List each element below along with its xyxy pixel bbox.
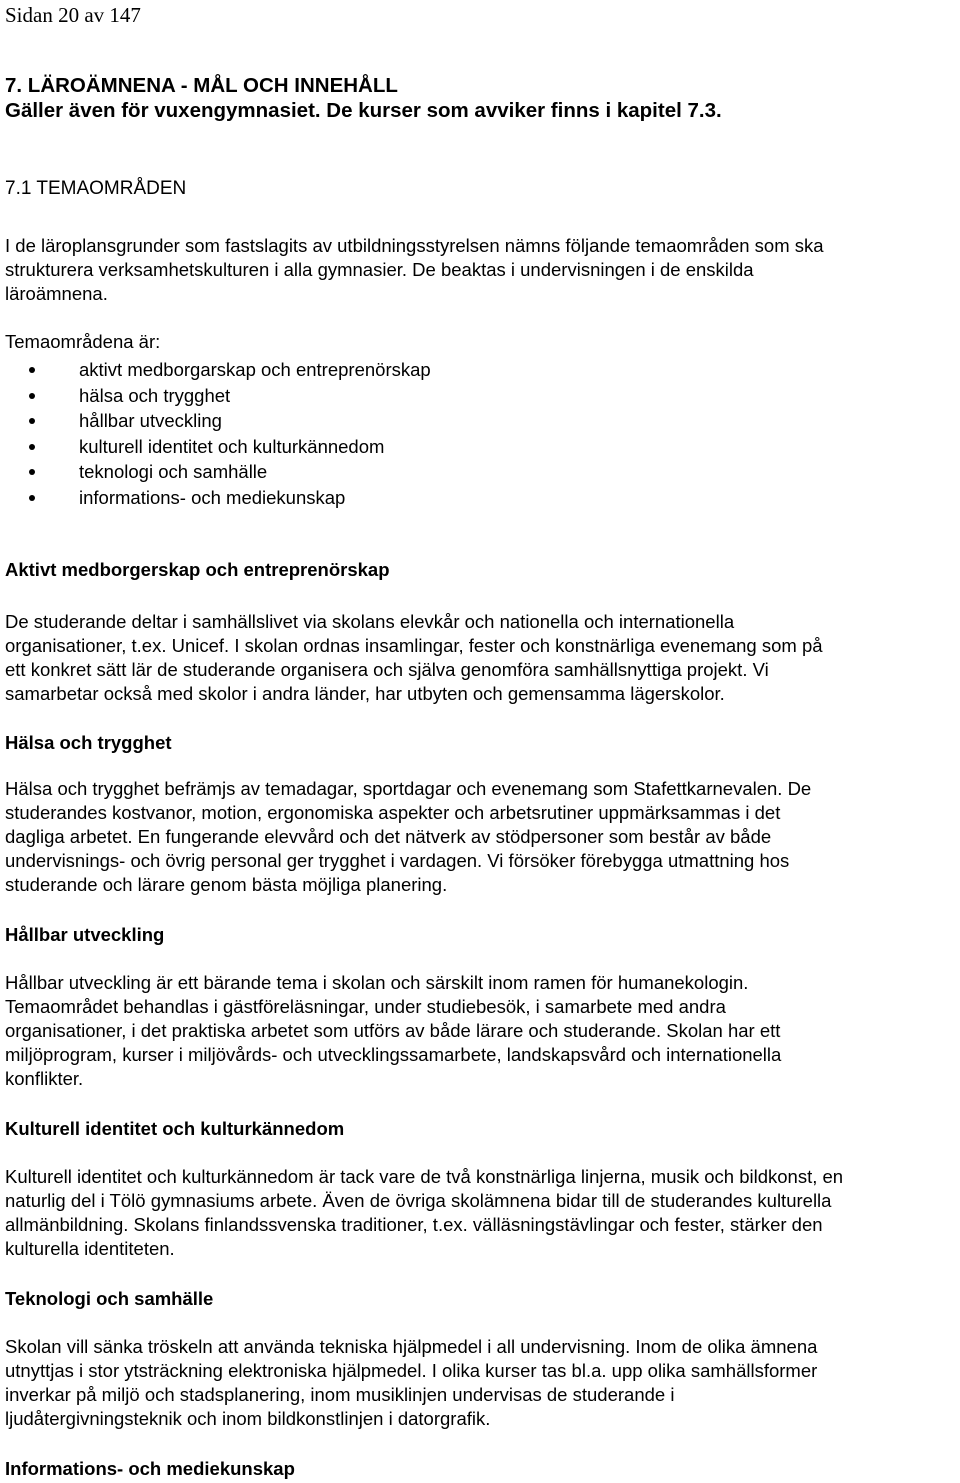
subsection-heading-hallbar: Hållbar utveckling bbox=[5, 924, 165, 945]
intro-line: I de läroplansgrunder som fastslagits av utbildningsstyrelsen nämns följande temaområden som ska bbox=[5, 235, 824, 256]
theme-list-item bbox=[5, 434, 431, 460]
body-line: Skolan vill sänka tröskeln att använda tekniska hjälpmedel i all undervisning. Inom de olika ämnena bbox=[5, 1336, 818, 1357]
theme-list-item bbox=[5, 357, 431, 383]
body-line: ett konkret sätt lär de studerande organisera och själva genomföra samhällsnyttiga projekt. Vi bbox=[5, 659, 769, 680]
theme-list-item bbox=[5, 485, 431, 511]
body-line: kulturella identiteten. bbox=[5, 1238, 175, 1259]
themes-heading: Temaområdena är: bbox=[5, 331, 161, 352]
intro-line: strukturera verksamhetskulturen i alla gymnasier. De beaktas i undervisningen i de enskilda bbox=[5, 259, 754, 280]
chapter-title bbox=[5, 73, 722, 123]
section-title: 7.1 TEMAOMRÅDEN bbox=[5, 178, 187, 199]
subsection-heading-media: Informations- och mediekunskap bbox=[5, 1458, 295, 1479]
body-line: dagliga arbetet. En fungerande elevvård och det nätverk av stödpersoner som består av både bbox=[5, 826, 772, 847]
body-line: konflikter. bbox=[5, 1068, 84, 1089]
subsection-heading-medborgerskap: Aktivt medborgerskap och entreprenörskap bbox=[5, 559, 390, 580]
body-line: inverkar på miljö och stadsplanering, inom musiklinjen undervisas de studerande i bbox=[5, 1384, 675, 1405]
theme-label: aktivt medborgarskap och entreprenörskap bbox=[79, 359, 431, 380]
bullet-icon bbox=[29, 418, 35, 424]
body-line: allmänbildning. Skolans finlandssvenska traditioner, t.ex. välläsningstävlingar och fester, stärker den bbox=[5, 1214, 823, 1235]
body-line: utnyttjas i stor ytsträckning elektroniska hjälpmedel. I olika kurser tas bl.a. upp olika samhällsformer bbox=[5, 1360, 818, 1381]
section-intro bbox=[5, 234, 960, 306]
bullet-icon bbox=[29, 393, 35, 399]
body-line: organisationer, i det praktiska arbetet som utförs av både lärare och studerande. Skolan har ett bbox=[5, 1020, 781, 1041]
theme-label: hållbar utveckling bbox=[79, 410, 222, 431]
chapter-subtitle-line: Gäller även för vuxengymnasiet. De kurser som avviker finns i kapitel 7.3. bbox=[5, 99, 722, 122]
body-line: De studerande deltar i samhällslivet via skolans elevkår och nationella och internationella bbox=[5, 611, 735, 632]
subsection-body-teknologi bbox=[5, 1335, 960, 1431]
bullet-icon bbox=[29, 495, 35, 501]
subsection-body-medborgerskap bbox=[5, 610, 960, 706]
bullet-icon bbox=[29, 444, 35, 450]
body-line: Temaområdet behandlas i gästföreläsningar, under studiebesök, i samarbete med andra bbox=[5, 996, 726, 1017]
subsection-heading-teknologi: Teknologi och samhälle bbox=[5, 1288, 214, 1309]
body-line: samarbetar också med skolor i andra länder, har utbyten och gemensamma lägerskolor. bbox=[5, 683, 725, 704]
body-line: undervisnings- och övrig personal ger trygghet i vardagen. Vi försöker förebygga utmattning hos bbox=[5, 850, 790, 871]
body-line: studerande och lärare genom bästa möjliga planering. bbox=[5, 874, 448, 895]
subsection-heading-halsa: Hälsa och trygghet bbox=[5, 732, 172, 753]
theme-label: informations- och mediekunskap bbox=[79, 486, 346, 508]
page-number: Sidan 20 av 147 bbox=[5, 3, 141, 27]
bullet-icon bbox=[29, 367, 35, 373]
body-line: miljöprogram, kurser i miljövårds- och utvecklingssamarbete, landskapsvård och internationella bbox=[5, 1044, 782, 1065]
body-line: Kulturell identitet och kulturkännedom är tack vare de två konstnärliga linjerna, musik och bildkonst, en bbox=[5, 1166, 844, 1187]
body-line: studerandes kostvanor, motion, ergonomiska aspekter och arbetsrutiner uppmärksammas i det bbox=[5, 802, 781, 823]
subsection-body-hallbar bbox=[5, 971, 960, 1091]
subsection-body-halsa bbox=[5, 777, 960, 897]
intro-line: läroämnena. bbox=[5, 283, 108, 304]
body-line: organisationer, t.ex. Unicef. I skolan ordnas insamlingar, fester och konstnärliga evenemang som på bbox=[5, 635, 823, 656]
body-line: ljudåtergivningsteknik och inom bildkonstlinjen i datorgrafik. bbox=[5, 1408, 491, 1429]
theme-list bbox=[5, 357, 431, 510]
bullet-icon bbox=[29, 469, 35, 475]
chapter-title-line: 7. LÄROÄMNENA - MÅL OCH INNEHÅLL bbox=[5, 74, 398, 97]
body-line: Hälsa och trygghet befrämjs av temadagar, sportdagar och evenemang som Stafettkarnevalen. De bbox=[5, 778, 812, 799]
theme-label: hälsa och trygghet bbox=[79, 384, 231, 406]
theme-list-item bbox=[5, 408, 431, 434]
body-line: naturlig del i Tölö gymnasiums arbete. Även de övriga skolämnena bidar till de studerandes kulturella bbox=[5, 1190, 832, 1211]
theme-list-item bbox=[5, 383, 431, 409]
theme-label: kulturell identitet och kulturkännedom bbox=[79, 435, 385, 457]
theme-label: teknologi och samhälle bbox=[79, 461, 268, 482]
body-line: Hållbar utveckling är ett bärande tema i skolan och särskilt inom ramen för humanekologin. bbox=[5, 972, 749, 993]
theme-list-item bbox=[5, 459, 431, 485]
subsection-heading-kultur: Kulturell identitet och kulturkännedom bbox=[5, 1118, 345, 1139]
subsection-body-kultur bbox=[5, 1165, 960, 1261]
